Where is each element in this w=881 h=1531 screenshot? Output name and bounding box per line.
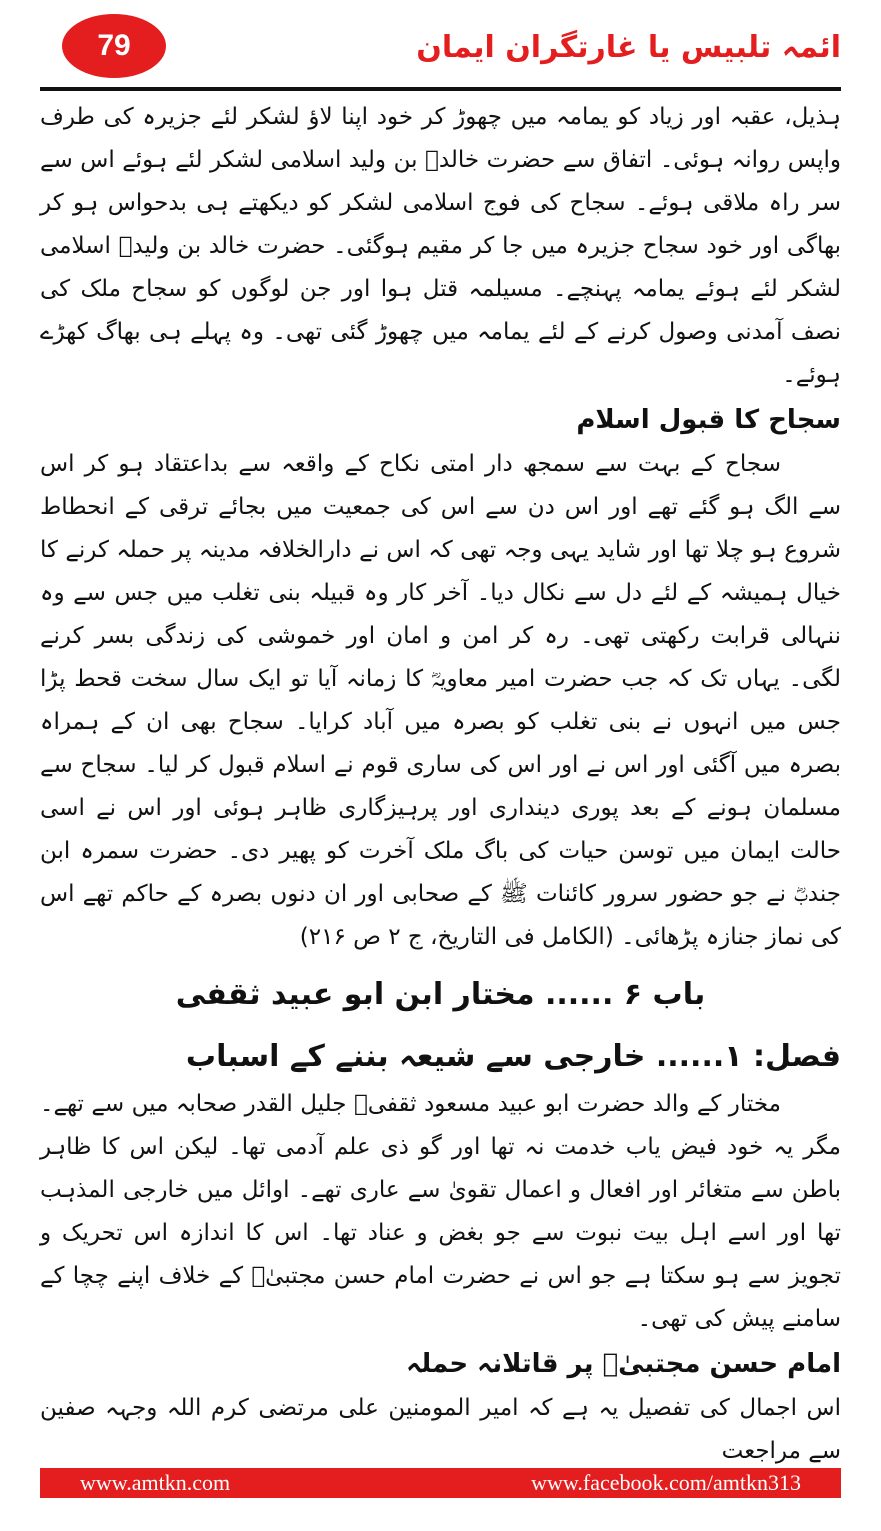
page-content [40, 96, 841, 1473]
header-divider [40, 87, 841, 91]
section-title: فصل: ۱...... خارجی سے شیعہ بننے کے اسباب [185, 1039, 841, 1074]
chapter-title: باب ۶ ...... مختار ابن ابو عبید ثقفی [175, 977, 706, 1012]
paragraph-3: مختار کے والد حضرت ابو عبید مسعود ثقفیؓ جلیل القدر صحابہ میں سے تھے۔ مگر یہ خود فیض یاب خدمت نہ تھا اور گو ذی علم آدمی تھا۔ لیکن اس کا ظاہر باطن سے متغائر اور افعال و اعمال تقویٰ سے عاری تھے۔ اوائل میں خارجی المذہب تھا اور اسے اہل بیت نبوت سے جو بغض و عناد تھا۔ اس کا اندازہ اس تحریک و تجویز سے ہو سکتا ہے جو اس نے حضرت امام حسن مجتبیٰؓ کے خلاف اپنے چچا کے سامنے پیش کی تھی۔ [40, 1091, 841, 1332]
footer-facebook-link[interactable]: www.facebook.com/amtkn313 [531, 1470, 801, 1495]
section-heading-sajah-islam: سجاح کا قبول اسلام [576, 405, 841, 435]
paragraph-4: اس اجمال کی تفصیل یہ ہے کہ امیر المومنین علی مرتضی کرم اللہ وجہہ صفین سے مراجعت [40, 1395, 841, 1464]
paragraph-1: ہذیل، عقبہ اور زیاد کو یمامہ میں چھوڑ کر خود اپنا لاؤ لشکر لئے جزیرہ کی طرف واپس روانہ ہوئی۔ اتفاق سے حضرت خالدؓ بن ولید اسلامی لشکر لئے ہوئے اس سے سر راہ ملاقی ہوئے۔ سجاح کی فوج اسلامی لشکر کو دیکھتے ہی بدحواس ہو کر بھاگی اور خود سجاح جزیرہ میں جا کر مقیم ہوگئی۔ حضرت خالد بن ولیدؓ اسلامی لشکر لئے ہوئے یمامہ پہنچے۔ مسیلمہ قتل ہوا اور جن لوگوں کو سجاح ملک کی نصف آمدنی وصول کرنے کے لئے یمامہ میں چھوڑ گئی تھی۔ وہ پہلے ہی بھاگ کھڑے ہوئے۔ [40, 104, 841, 388]
section-heading-attack: امام حسن مجتبیٰؓ پر قاتلانہ حملہ [406, 1349, 841, 1379]
paragraph-2: سجاح کے بہت سے سمجھ دار امتی نکاح کے واقعہ سے بداعتقاد ہو کر اس سے الگ ہو گئے تھے اور اس دن سے اس کی جمعیت میں بجائے ترقی کے انحطاط شروع ہو چلا تھا اور شاید یہی وجہ تھی کہ اس نے دارالخلافہ مدینہ پر حملہ کرنے کا خیال ہمیشہ کے لئے دل سے نکال دیا۔ آخر کار وہ قبیلہ بنی تغلب میں جس سے وہ ننہالی قرابت رکھتی تھی۔ رہ کر امن و امان اور خموشی کی زندگی بسر کرنے لگی۔ یہاں تک کہ جب حضرت امیر معاویہؓ کا زمانہ آیا تو ایک سال سخت قحط پڑا جس میں انہوں نے بنی تغلب کو بصرہ میں آباد کرایا۔ سجاح بھی ان کے ہمراہ بصرہ میں آگئی اور اس نے اور اس کی ساری قوم نے اسلام قبول کر لیا۔ سجاح سے مسلمان ہونے کے بعد پوری دینداری اور پرہیزگاری ظاہر ہوئی اور اس نے اسی حالت ایمان میں توسن حیات کی باگ ملک آخرت کو پھیر دی۔ حضرت سمرہ ابن جندبؓ نے جو حضور سرور کائنات ﷺ کے صحابی اور ان دنوں بصرہ کے حاکم تھے اس کی نماز جنازہ پڑھائی۔ (الکامل فی التاریخ، ج ۲ ص ۲۱۶) [40, 451, 841, 950]
page-number-badge: 79 [62, 14, 166, 78]
running-title: ائمہ تلبیس یا غارتگران ایمان [416, 30, 841, 65]
footer-bar [40, 1468, 841, 1498]
footer-website-link[interactable]: www.amtkn.com [80, 1470, 231, 1495]
